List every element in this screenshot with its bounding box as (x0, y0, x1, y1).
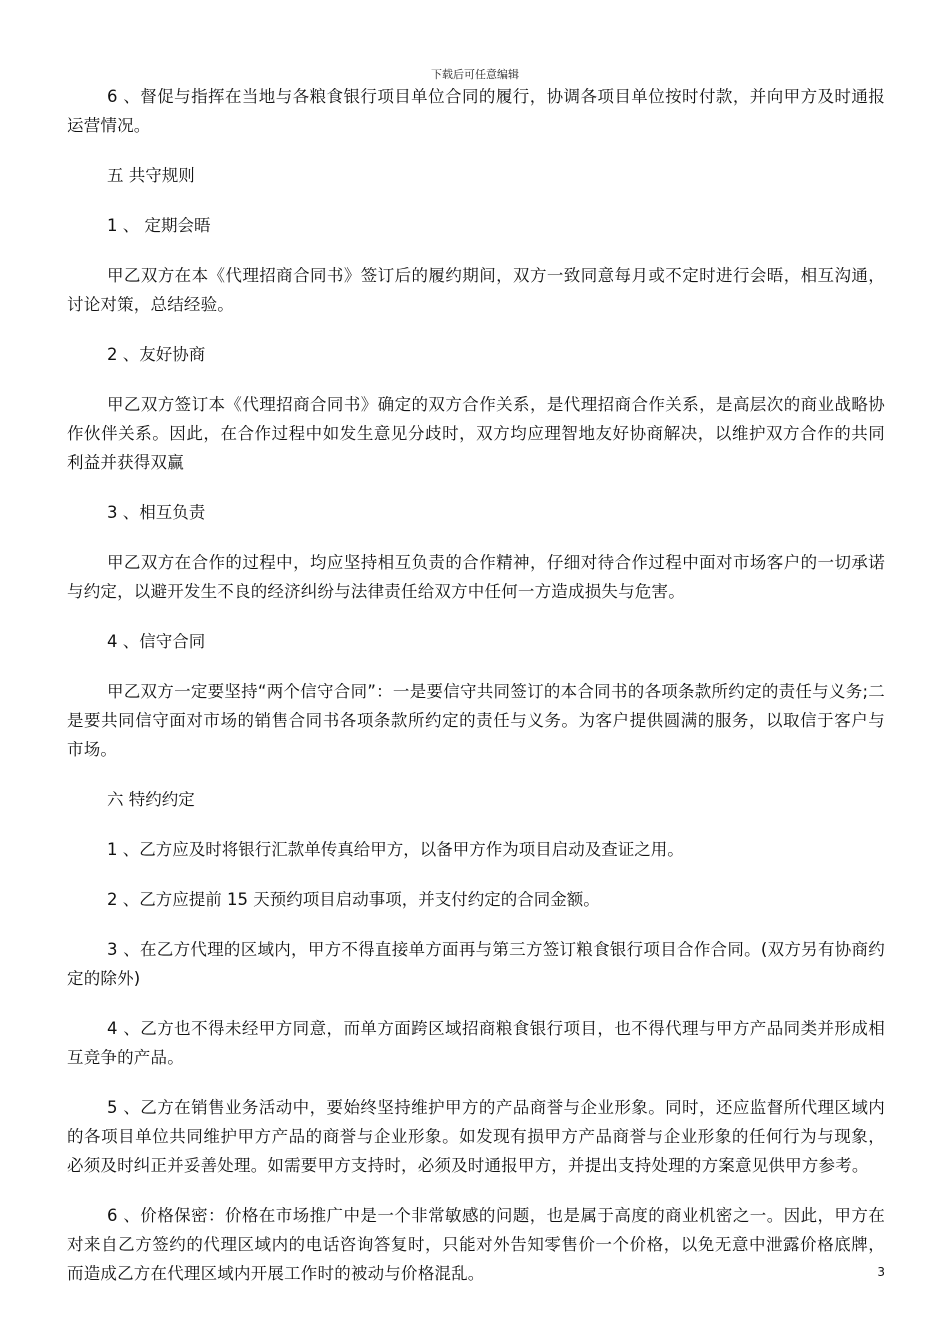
paragraph: 甲乙双方在合作的过程中，均应坚持相互负责的合作精神，仔细对待合作过程中面对市场客户的一切承诺与约定，以避开发生不良的经济纠纷与法律责任给双方中任何一方造成损失与危害。 (67, 553, 885, 601)
subsection-heading: 4 、信守合同 (107, 632, 206, 651)
subsection-heading: 2 、友好协商 (107, 345, 206, 364)
clause-item: 2 、乙方应提前 15 天预约项目启动事项，并支付约定的合同金额。 (107, 890, 600, 909)
section-heading: 六 特约约定 (107, 790, 195, 809)
clause-item: 6 、价格保密：价格在市场推广中是一个非常敏感的问题，也是属于高度的商业机密之一。因此，甲方在对来自乙方签约的代理区域内的电话咨询答复时，只能对外告知零售价一个价格，以免无意中泄露价格底牌，而造成乙方在代理区域内开展工作时的被动与价格混乱。 (67, 1206, 885, 1283)
clause-item: 1 、乙方应及时将银行汇款单传真给甲方，以备甲方作为项目启动及查证之用。 (107, 840, 684, 859)
page-header-watermark: 下载后可任意编辑 (431, 68, 519, 81)
paragraph: 6 、督促与指挥在当地与各粮食银行项目单位合同的履行，协调各项目单位按时付款，并向甲方及时通报运营情况。 (67, 87, 885, 135)
page-number: 3 (877, 1265, 885, 1279)
clause-item: 5 、乙方在销售业务活动中，要始终坚持维护甲方的产品商誉与企业形象。同时，还应监督所代理区域内的各项目单位共同维护甲方产品的商誉与企业形象。如发现有损甲方产品商誉与企业形象的任何行为与现象，必须及时纠正并妥善处理。如需要甲方支持时，必须及时通报甲方，并提出支持处理的方案意见供甲方参考。 (67, 1098, 885, 1175)
subsection-heading: 3 、相互负责 (107, 503, 206, 522)
clause-item: 4 、乙方也不得未经甲方同意，而单方面跨区域招商粮食银行项目，也不得代理与甲方产品同类并形成相互竞争的产品。 (67, 1019, 885, 1067)
clause-item: 3 、在乙方代理的区域内，甲方不得直接单方面再与第三方签订粮食银行项目合作合同。(双方另有协商约定的除外) (67, 940, 885, 988)
document-body (67, 82, 885, 1288)
paragraph: 甲乙双方签订本《代理招商合同书》确定的双方合作关系，是代理招商合作关系，是高层次的商业战略协作伙伴关系。因此，在合作过程中如发生意见分歧时，双方均应理智地友好协商解决，以维护双方合作的共同利益并获得双赢 (67, 395, 885, 472)
section-heading: 五 共守规则 (107, 166, 195, 185)
paragraph: 甲乙双方一定要坚持“两个信守合同”：一是要信守共同签订的本合同书的各项条款所约定的责任与义务;二是要共同信守面对市场的销售合同书各项条款所约定的责任与义务。为客户提供圆满的服务，以取信于客户与市场。 (67, 682, 885, 759)
subsection-heading: 1 、 定期会晤 (107, 216, 211, 235)
paragraph: 甲乙双方在本《代理招商合同书》签订后的履约期间，双方一致同意每月或不定时进行会晤，相互沟通，讨论对策，总结经验。 (67, 266, 885, 314)
